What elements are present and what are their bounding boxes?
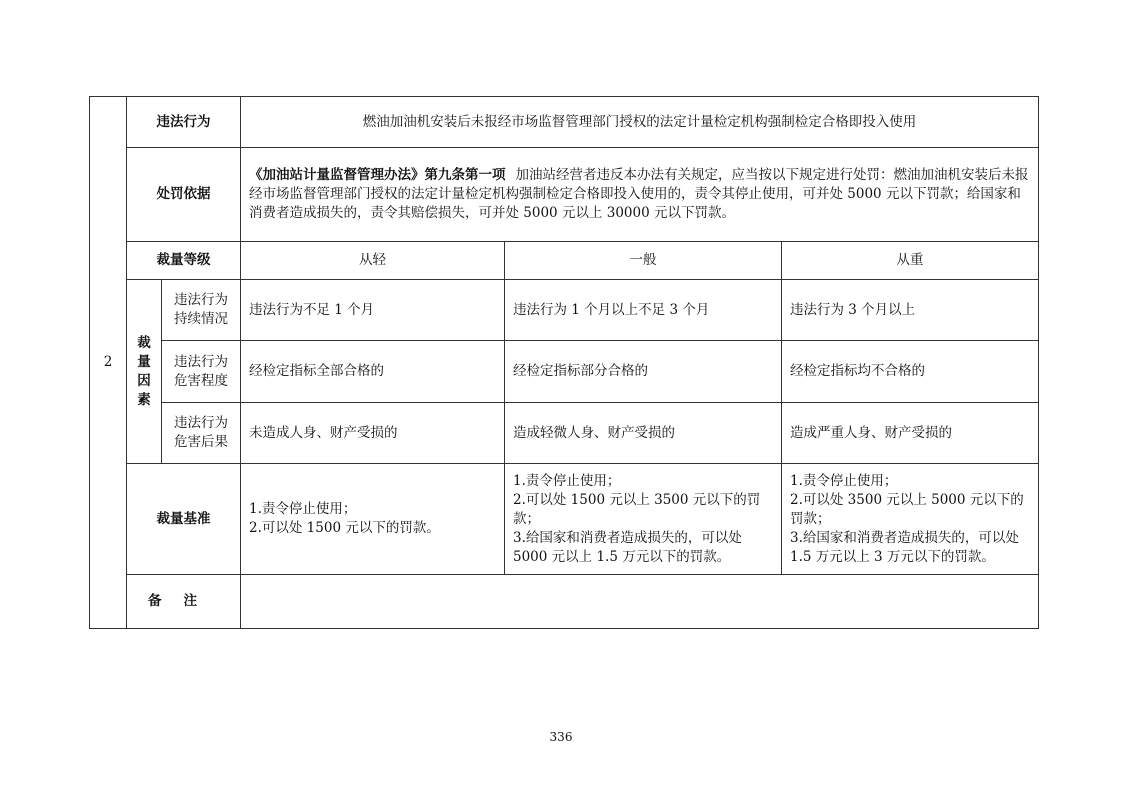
levels-label: 裁量等级: [127, 242, 241, 280]
factor-row-harm-degree: [90, 341, 1039, 403]
basis-text: 加油站经营者违反本办法有关规定，应当按以下规定进行处罚：燃油加油机安装后未报经市场监督管理部门授权的法定计量检定机构强制检定合格即投入使用的，责令其停止使用，可并处 5000 元以下罚款；给国家和消费者造成损失的，责令其赔偿损失，可并处 5000 元以上 30000 元以下罚款。: [249, 167, 1029, 221]
standard-line: 2.可以处 1500 元以上 3500 元以下的罚款；: [513, 491, 761, 527]
factor-heavy: 造成严重人身、财产受损的: [782, 403, 1039, 464]
factor-row-duration: [90, 280, 1039, 341]
violation-row: [90, 97, 1039, 148]
standard-line: 3.给国家和消费者造成损失的，可以处 5000 元以上 1.5 万元以下的罚款。: [513, 529, 742, 565]
violation-text: 燃油加油机安装后未报经市场监督管理部门授权的法定计量检定机构强制检定合格即投入使用: [241, 97, 1039, 148]
factor-name-line: 违法行为: [174, 292, 228, 308]
factors-label-char: 量: [137, 353, 151, 370]
factors-label-char: 素: [137, 391, 151, 408]
factor-name-line: 违法行为: [174, 415, 228, 431]
standard-line: 2.可以处 1500 元以下的罚款。: [249, 520, 440, 536]
factor-normal: 经检定指标部分合格的: [505, 341, 782, 403]
factor-name: [162, 280, 241, 341]
factor-row-harm-consequence: [90, 403, 1039, 464]
factor-light: 违法行为不足 1 个月: [241, 280, 505, 341]
factor-name-line: 持续情况: [174, 311, 228, 327]
remarks-label: 备注: [127, 575, 241, 629]
level-normal: 一般: [505, 242, 782, 280]
standard-label: 裁量基准: [127, 464, 241, 575]
standard-row: [90, 464, 1039, 575]
basis-label: 处罚依据: [127, 148, 241, 242]
row-number: 2: [90, 97, 127, 629]
factor-light: 未造成人身、财产受损的: [241, 403, 505, 464]
standard-light: [241, 464, 505, 575]
standard-line: 1.责令停止使用；: [249, 501, 357, 517]
standard-line: 1.责令停止使用；: [513, 472, 621, 489]
page-number: 336: [549, 730, 573, 744]
violation-label: 违法行为: [127, 97, 241, 148]
factor-heavy: 经检定指标均不合格的: [782, 341, 1039, 403]
standard-heavy: [782, 464, 1039, 575]
factor-light: 经检定指标全部合格的: [241, 341, 505, 403]
remarks-row: [90, 575, 1039, 629]
factors-label-char: 因: [137, 372, 151, 389]
remarks-content: [241, 575, 1039, 629]
factors-label: [127, 280, 162, 464]
penalty-discretion-table: [89, 96, 1039, 629]
factor-name-line: 危害程度: [174, 372, 228, 389]
standard-line: 1.责令停止使用；: [790, 472, 898, 489]
factor-name-line: 违法行为: [174, 353, 228, 370]
standard-normal: [505, 464, 782, 575]
level-light: 从轻: [241, 242, 505, 280]
level-heavy: 从重: [782, 242, 1039, 280]
factor-normal: 造成轻微人身、财产受损的: [505, 403, 782, 464]
standard-line: 3.给国家和消费者造成损失的，可以处 1.5 万元以上 3 万元以下的罚款。: [790, 529, 1019, 565]
factors-label-char: 裁: [137, 334, 151, 351]
basis-content: [241, 148, 1039, 242]
factor-name-line: 危害后果: [174, 434, 228, 450]
factor-name: [162, 403, 241, 464]
standard-line: 2.可以处 3500 元以上 5000 元以下的罚款；: [790, 491, 1024, 527]
factor-name: [162, 341, 241, 403]
basis-row: [90, 148, 1039, 242]
factor-normal: 违法行为 1 个月以上不足 3 个月: [505, 280, 782, 341]
levels-row: [90, 242, 1039, 280]
law-title: 《加油站计量监督管理办法》第九条第一项: [249, 167, 506, 183]
factor-heavy: 违法行为 3 个月以上: [782, 280, 1039, 341]
